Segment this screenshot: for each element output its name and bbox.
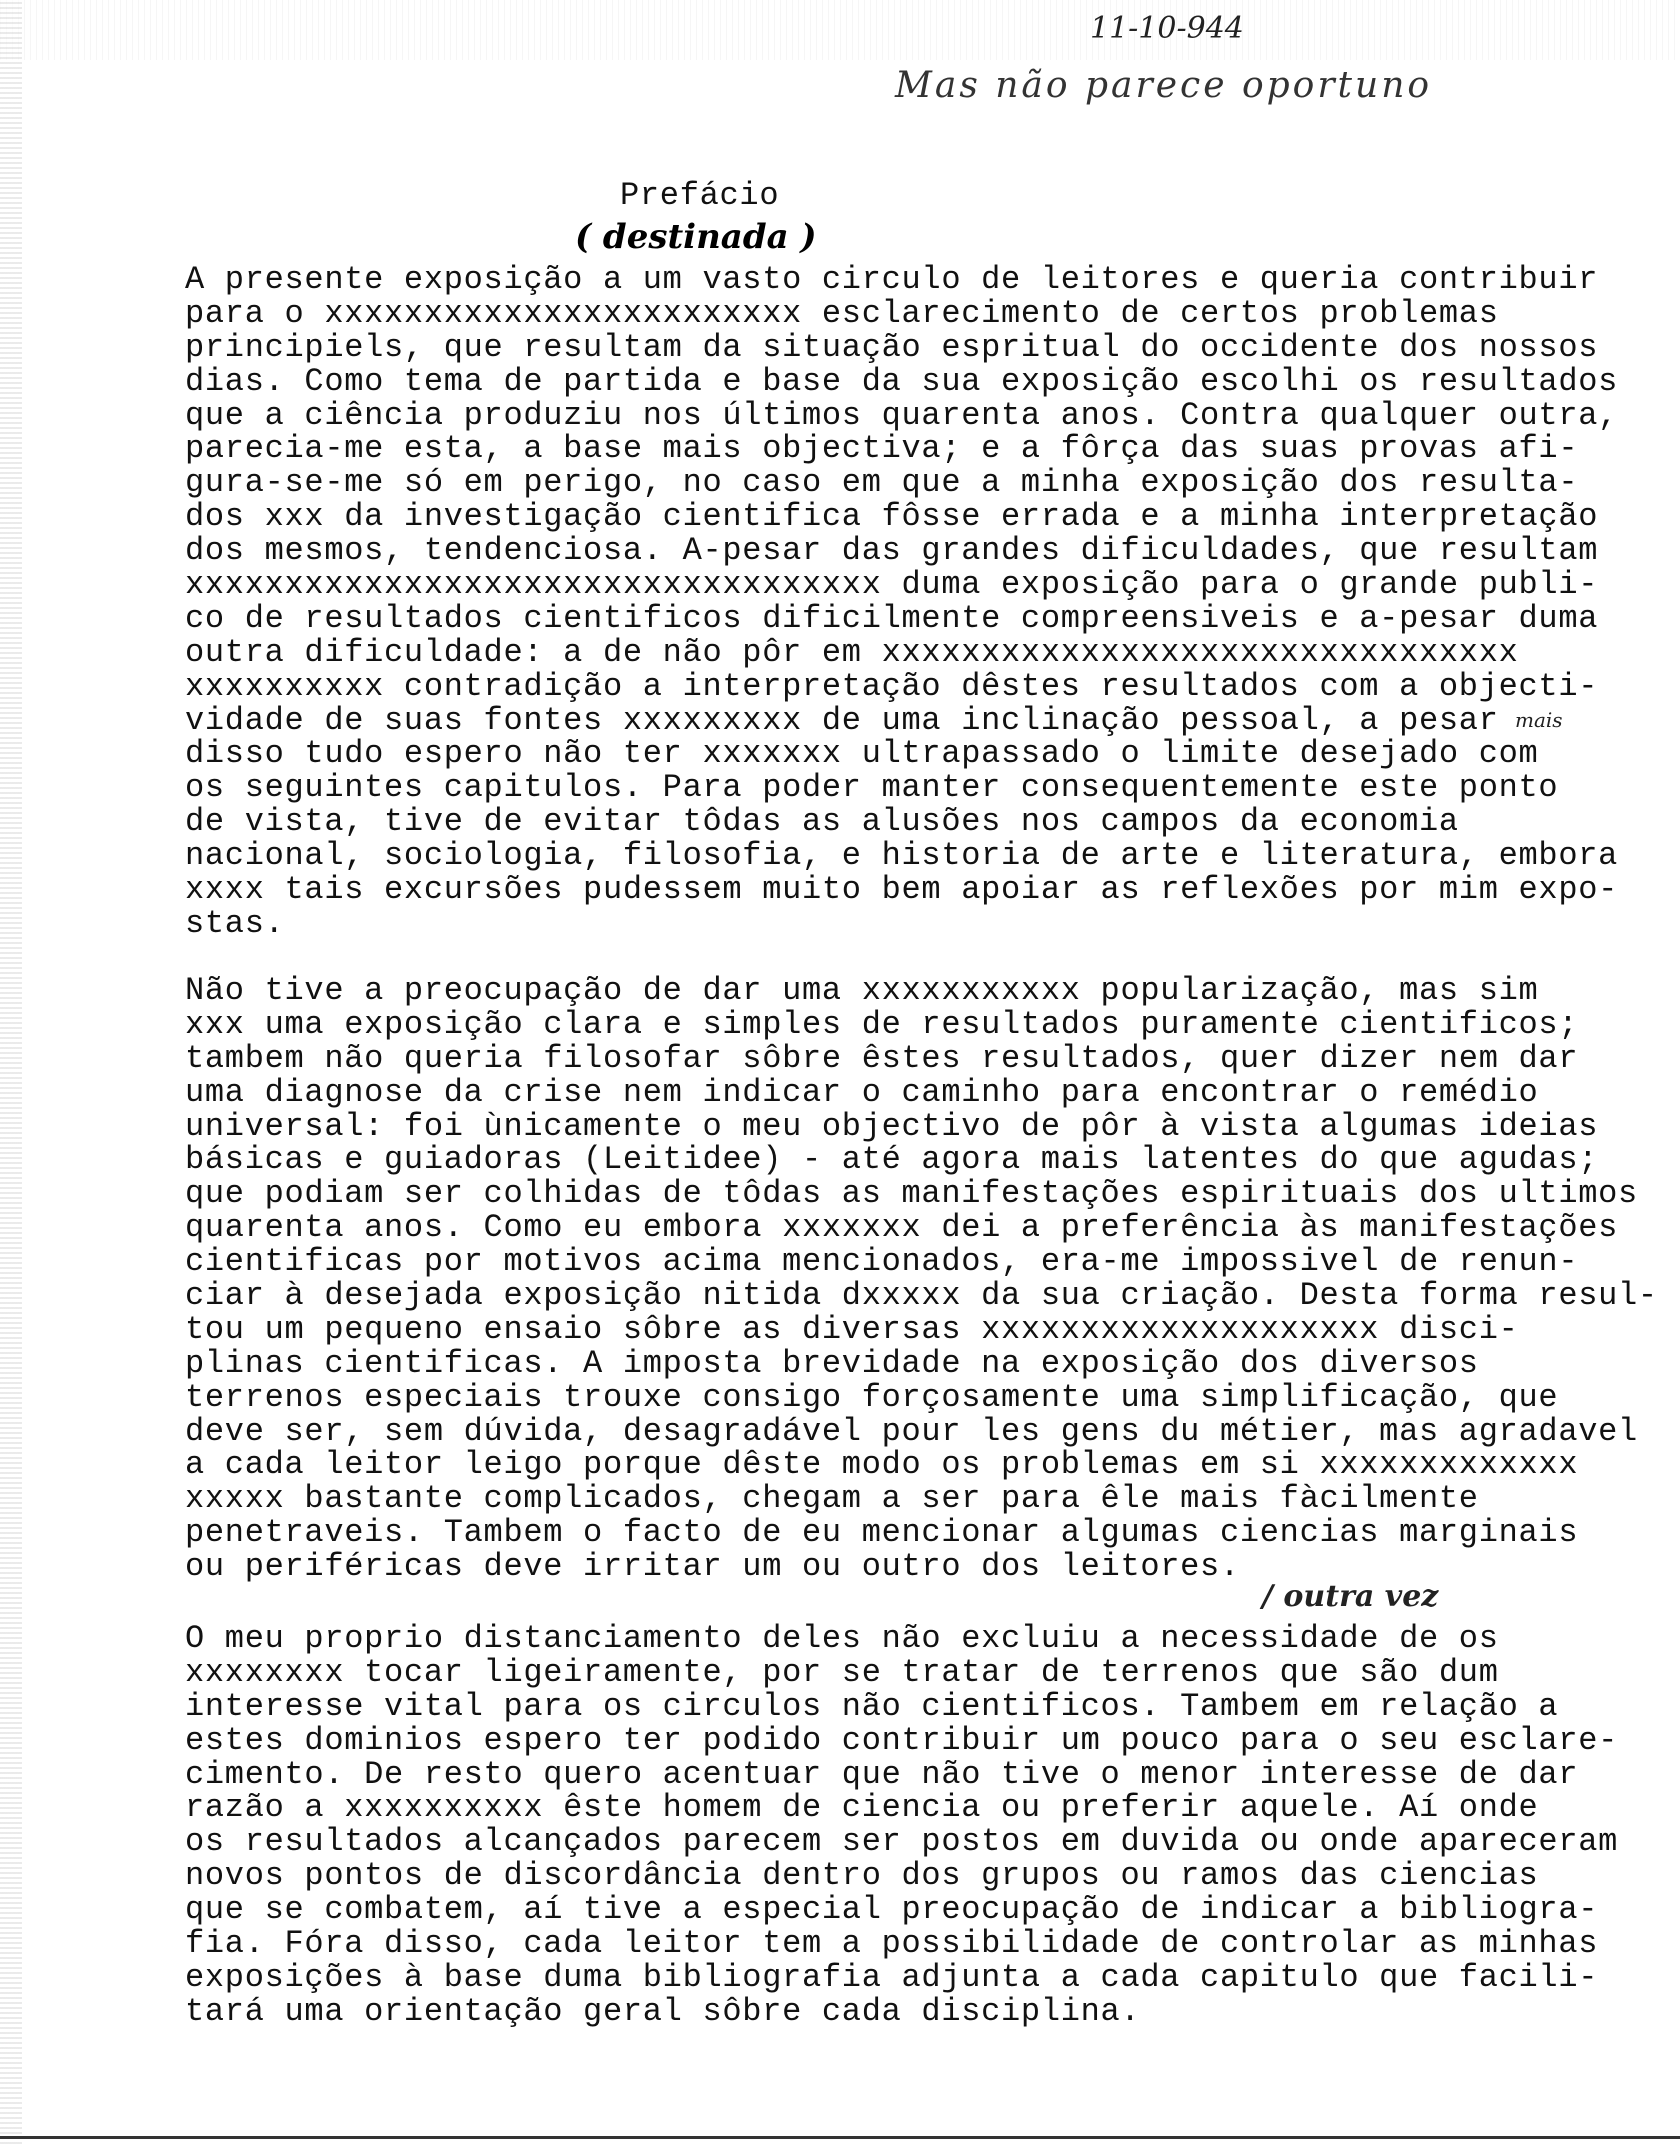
text-line: stas.	[185, 904, 285, 942]
text-line: disso tudo espero não ter xxxxxxx ultrapassado o limite desejado com	[185, 735, 1539, 773]
text-line: terrenos especiais trouxe consigo forçosamente uma simplificação, que	[185, 1378, 1559, 1416]
text-line: vidade de suas fontes xxxxxxxxx de uma inclinação pessoal, a pesar	[185, 701, 1499, 739]
handwritten-insertion-destinada: ( destinada )	[575, 217, 817, 257]
scan-noise-top	[0, 0, 1680, 60]
text-line: básicas e guiadoras (Leitidee) - até agora mais latentes do que agudas;	[185, 1141, 1599, 1179]
text-line: para o xxxxxxxxxxxxxxxxxxxxxxxx esclarecimento de certos problemas	[185, 294, 1499, 332]
text-line: xxxxxxxxxx contradição a interpretação dêstes resultados com a objecti-	[185, 667, 1599, 705]
handwritten-insertion-outra-vez: / outra vez	[1262, 1579, 1439, 1614]
text-line: gura-se-me só em perigo, no caso em que a minha exposição dos resulta-	[185, 464, 1579, 502]
text-line: Não tive a preocupação de dar uma xxxxxxxxxxx popularização, mas sim	[185, 972, 1539, 1009]
text-line: os resultados alcançados parecem ser postos em duvida ou onde apareceram	[185, 1823, 1619, 1861]
text-line: A presente exposição a um vasto circulo de leitores e queria contribuir	[185, 261, 1599, 298]
document-title: Prefácio	[620, 177, 780, 214]
text-line: outra dificuldade: a de não pôr em xxxxxxxxxxxxxxxxxxxxxxxxxxxxxxxx	[185, 633, 1519, 671]
text-line: interesse vital para os circulos não cientificos. Tambem em relação a	[185, 1687, 1559, 1725]
page-bottom-edge	[0, 2136, 1680, 2139]
text-line: xxxx tais excursões pudessem muito bem apoiar as reflexões por mim expo-	[185, 871, 1619, 909]
scan-noise-left	[0, 0, 22, 2144]
text-line: ou periféricas deve irritar um ou outro dos leitores.	[185, 1548, 1240, 1586]
text-line: xxxxx bastante complicados, chegam a ser para êle mais fàcilmente	[185, 1480, 1479, 1518]
text-line: uma diagnose da crise nem indicar o caminho para encontrar o remédio	[185, 1073, 1539, 1111]
text-line: deve ser, sem dúvida, desagradável pour les gens du métier, mas agradavel	[185, 1412, 1638, 1450]
text-line: razão a xxxxxxxxxx êste homem de ciencia ou preferir aquele. Aí onde	[185, 1789, 1539, 1827]
text-line: exposições à base duma bibliografia adjunta a cada capitulo que facili-	[185, 1958, 1599, 1996]
handwritten-note: Mas não parece oportuno	[895, 65, 1433, 106]
text-line: xxxxxxxxxxxxxxxxxxxxxxxxxxxxxxxxxxx duma exposição para o grande publi-	[185, 566, 1599, 604]
text-line: cimento. De resto quero acentuar que não tive o menor interesse de dar	[185, 1755, 1579, 1793]
text-line: penetraveis. Tambem o facto de eu mencionar algumas ciencias marginais	[185, 1514, 1579, 1552]
text-line: quarenta anos. Como eu embora xxxxxxx dei a preferência às manifestações	[185, 1209, 1619, 1247]
text-line: dos xxx da investigação cientifica fôsse errada e a minha interpretação	[185, 498, 1599, 536]
handwritten-insertion-mais: mais	[1515, 708, 1563, 732]
text-line: dias. Como tema de partida e base da sua exposição escolhi os resultados	[185, 362, 1619, 400]
paragraph-3	[185, 1622, 1618, 2029]
text-line: de vista, tive de evitar tôdas as alusões nos campos da economia	[185, 803, 1459, 841]
text-line: co de resultados cientificos dificilmente compreensiveis e a-pesar duma	[185, 599, 1599, 637]
text-line: universal: foi ùnicamente o meu objectivo de pôr à vista algumas ideias	[185, 1107, 1599, 1145]
text-line: dos mesmos, tendenciosa. A-pesar das grandes dificuldades, que resultam	[185, 532, 1599, 570]
text-line: que se combatem, aí tive a especial preocupação de indicar a bibliogra-	[185, 1891, 1599, 1929]
text-line: os seguintes capitulos. Para poder manter consequentemente este ponto	[185, 769, 1559, 807]
text-line: tará uma orientação geral sôbre cada disciplina.	[185, 1992, 1141, 2030]
text-line: nacional, sociologia, filosofia, e historia de arte e literatura, embora	[185, 837, 1619, 875]
text-line: plinas cientificas. A imposta brevidade na exposição dos diversos	[185, 1344, 1479, 1382]
text-line: fia. Fóra disso, cada leitor tem a possibilidade de controlar as minhas	[185, 1925, 1599, 1963]
handwritten-date: 11-10-944	[1090, 11, 1244, 46]
text-line: cientificas por motivos acima mencionados, era-me impossivel de renun-	[185, 1243, 1579, 1281]
text-line: O meu proprio distanciamento deles não excluiu a necessidade de os	[185, 1620, 1499, 1657]
text-line: ciar à desejada exposição nitida dxxxxx da sua criação. Desta forma resul-	[185, 1277, 1658, 1315]
paragraph-1	[185, 263, 1618, 941]
text-line: que a ciência produziu nos últimos quarenta anos. Contra qualquer outra,	[185, 396, 1619, 434]
text-line: que podiam ser colhidas de tôdas as manifestações espirituais dos ultimos	[185, 1175, 1638, 1213]
paragraph-2	[185, 974, 1658, 1584]
text-line: parecia-me esta, a base mais objectiva; e a fôrça das suas provas afi-	[185, 430, 1579, 468]
text-line: xxx uma exposição clara e simples de resultados puramente cientificos;	[185, 1005, 1579, 1043]
text-line: principiels, que resultam da situação espritual do occidente dos nossos	[185, 328, 1599, 366]
text-line: tambem não queria filosofar sôbre êstes resultados, quer dizer nem dar	[185, 1039, 1579, 1077]
text-line: estes dominios espero ter podido contribuir um pouco para o seu esclare-	[185, 1721, 1619, 1759]
text-line: a cada leitor leigo porque dêste modo os problemas em si xxxxxxxxxxxxx	[185, 1446, 1579, 1484]
text-line: novos pontos de discordância dentro dos grupos ou ramos das ciencias	[185, 1857, 1539, 1895]
text-line: xxxxxxxx tocar ligeiramente, por se tratar de terrenos que são dum	[185, 1653, 1499, 1691]
text-line: tou um pequeno ensaio sôbre as diversas xxxxxxxxxxxxxxxxxxxx disci-	[185, 1310, 1519, 1348]
